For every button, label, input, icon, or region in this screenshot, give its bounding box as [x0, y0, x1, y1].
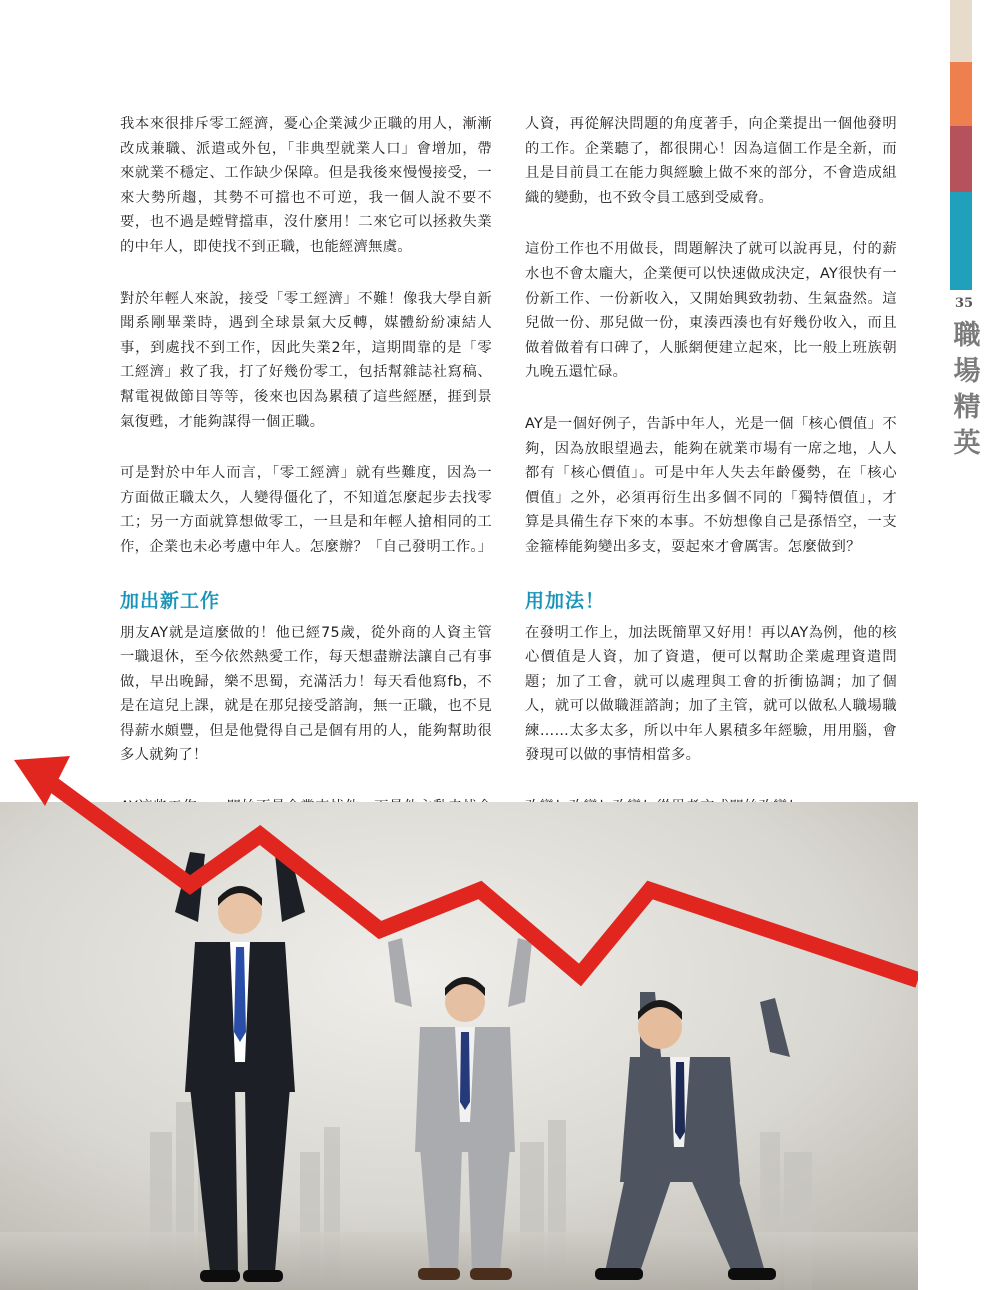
section-title-char: 場 — [953, 356, 981, 387]
paragraph: 對於年輕人來說，接受「零工經濟」不難！像我大學自新聞系剛畢業時，遇到全球景氣大反轉，媒體紛紛凍結人事，到處找不到工作，因此失業2年，這期間靠的是「零工經濟」救了我，打了好幾份零工，包括幫雜誌社寫稿、幫電視做節目等等，後來也因為累積了這些經歷，捱到景氣復甦，才能夠謀得一個正職。 — [120, 290, 492, 430]
band-segment-red — [950, 126, 972, 192]
right-column — [525, 112, 897, 847]
section-title-char: 精 — [953, 392, 981, 423]
section-title-char: 職 — [953, 320, 981, 351]
side-color-band — [950, 0, 972, 290]
band-segment-orange — [950, 62, 972, 126]
band-segment-beige — [950, 0, 972, 62]
page-number: 35 — [955, 296, 974, 311]
section-title-char: 英 — [953, 428, 981, 459]
paragraph: 在發明工作上，加法既簡單又好用！再以AY為例，他的核心價值是人資，加了資遣，便可以幫助企業處理資遣問題；加了工會，就可以處理與工會的折衝協調；加了個人，就可以做職涯諮詢；加了主管，就可以做私人職場職練……太多太多，所以中年人累積多年經驗，用用腦，會發現可以做的事情相當多。 — [525, 624, 897, 764]
paragraph: 這份工作也不用做長，問題解決了就可以說再見，付的薪水也不會太龐大，企業便可以快速做成決定，AY很快有一份新工作、一份新收入，又開始興致勃勃、生氣盎然。這兒做一份、那兒做一份，東湊西湊也有好幾份收入，而且做着做着有口碑了，人脈網便建立起來，比一般上班族朝九晚五還忙碌。 — [525, 241, 897, 381]
trend-arrow-graphic — [14, 756, 918, 980]
paragraph: 我本來很排斥零工經濟，憂心企業減少正職的用人，漸漸改成兼職、派遣或外包，「非典型就業人口」會增加，帶來就業不穩定、工作缺少保障。但是我後來慢慢接受，一來大勢所趨，其勢不可擋也不可逆，我一個人說不要不要，也不過是螳臂擋車，沒什麼用！二來它可以拯救失業的中年人，即使找不到正職，也能經濟無虞。 — [120, 116, 492, 255]
paragraph: 人資，再從解決問題的角度著手，向企業提出一個他發明的工作。企業聽了，都很開心！因為這個工作是全新，而且是目前員工在能力與經驗上做不來的部分，不會造成組織的變動，也不致令員工感到受威脅。 — [525, 116, 897, 206]
paragraph: 可是對於中年人而言，「零工經濟」就有些難度，因為一方面做正職太久，人變得僵化了，不知道怎麼起步去找零工；另一方面就算想做零工，一旦是和年輕人搶相同的工作，企業也未必考慮中年人。怎麼辦？「自己發明工作。」 — [120, 465, 493, 555]
section-heading: 加出新工作 — [120, 589, 221, 612]
section-heading: 用加法！ — [525, 589, 606, 612]
paragraph: 朋友AY就是這麼做的！他已經75歲，從外商的人資主管一職退休，至今依然熱愛工作，每天想盡辦法讓自己有事做，早出晚歸，樂不思蜀，充滿活力！每天看他寫fb，不是在這兒上課，就是在那兒接受諮詢，無一正職，也不見得薪水頗豐，但是他覺得自己是個有用的人，能夠幫助很多人就夠了！ — [120, 624, 492, 764]
section-title — [952, 318, 982, 462]
paragraph: AY是一個好例子，告訴中年人，光是一個「核心價值」不夠，因為放眼望過去，能夠在就業市場有一席之地，人人都有「核心價值」。可是中年人失去年齡優勢，在「核心價值」之外，必須再衍生出多個不同的「獨特價值」，才算是具備生存下來的本事。不妨想像自己是孫悟空，一支金箍棒能夠變出多支，耍起來才會厲害。怎麼做到？ — [525, 415, 897, 555]
band-segment-teal — [950, 192, 972, 290]
red-trend-arrow — [0, 740, 918, 1290]
